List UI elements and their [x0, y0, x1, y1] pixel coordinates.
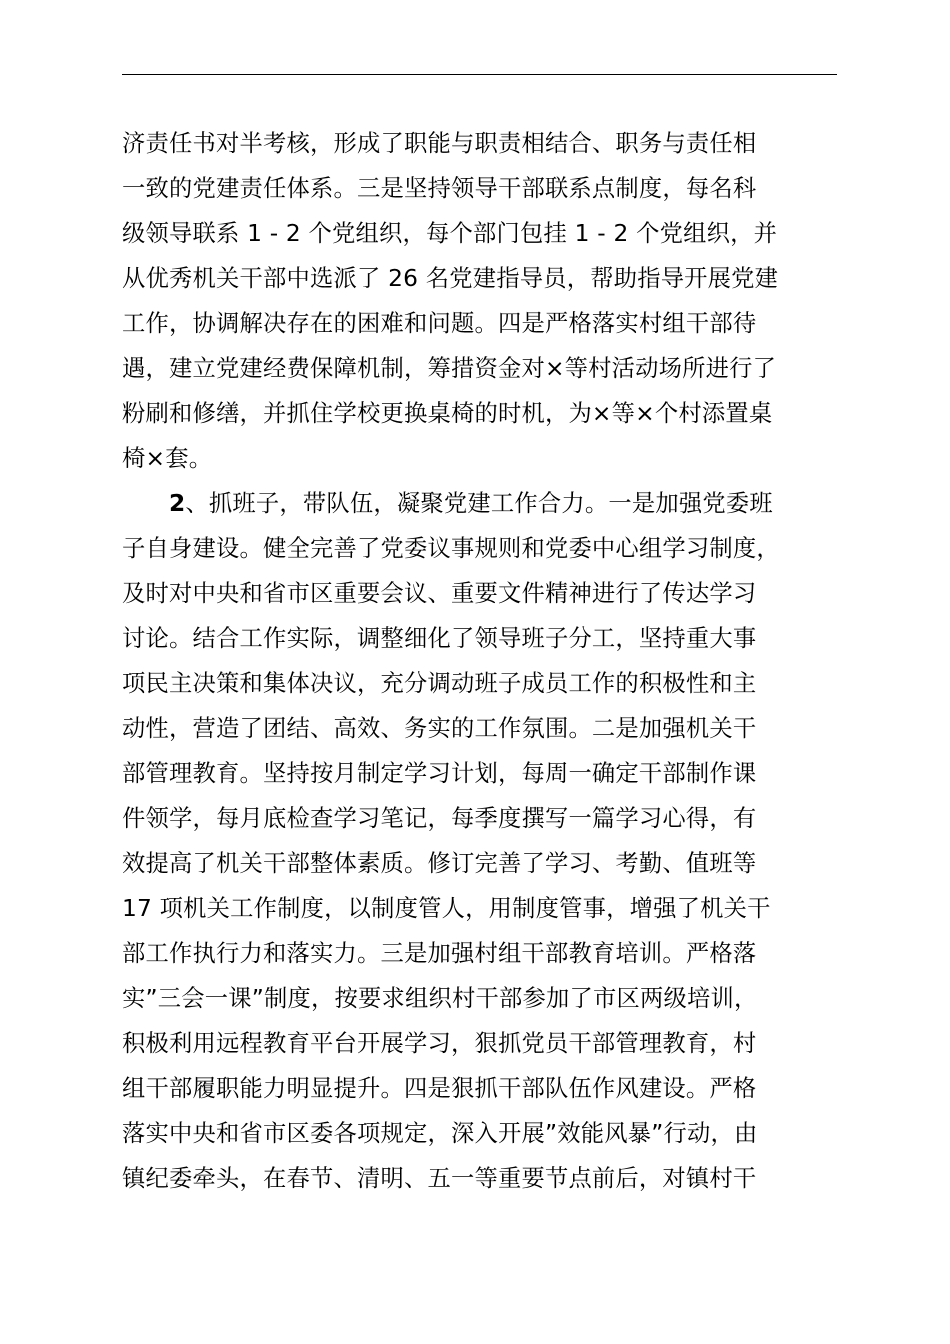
- text-line: 落实中央和省市区委各项规定，深入开展”效能风暴”行动，由: [122, 1120, 758, 1147]
- paragraph-2-heading-text: 、抓班子，带队伍，凝聚党建工作合力。一是加强党委班: [185, 490, 773, 517]
- text-line: 级领导联系 1 - 2 个党组织，每个部门包挂 1 - 2 个党组织，并: [122, 220, 778, 247]
- text-line: 镇纪委牵头，在春节、清明、五一等重要节点前后，对镇村干: [122, 1165, 757, 1192]
- section-number: 2: [169, 490, 186, 517]
- text-line: 积极利用远程教育平台开展学习，狠抓党员干部管理教育，村: [122, 1030, 757, 1057]
- text-line: 组干部履职能力明显提升。四是狠抓干部队伍作风建设。严格: [122, 1075, 757, 1102]
- text-line: 动性，营造了团结、高效、务实的工作氛围。二是加强机关干: [122, 715, 757, 742]
- document-body: [122, 121, 862, 1201]
- paragraph-2: [122, 481, 862, 1201]
- text-line: 实”三会一课”制度，按要求组织村干部参加了市区两级培训，: [122, 985, 758, 1012]
- text-line: 效提高了机关干部整体素质。修订完善了学习、考勤、值班等: [122, 850, 757, 877]
- header-rule: [122, 74, 837, 75]
- text-line: 粉刷和修缮，并抓住学校更换桌椅的时机，为×等×个村添置桌: [122, 400, 773, 427]
- text-line: 一致的党建责任体系。三是坚持领导干部联系点制度，每名科: [122, 175, 757, 202]
- text-line: 子自身建设。健全完善了党委议事规则和党委中心组学习制度，: [122, 535, 780, 562]
- text-line: 椅×套。: [122, 445, 213, 472]
- text-line: 济责任书对半考核，形成了职能与职责相结合、职务与责任相: [122, 130, 757, 157]
- text-line: 17 项机关工作制度，以制度管人，用制度管事，增强了机关干: [122, 895, 771, 922]
- text-line: 遇，建立党建经费保障机制，筹措资金对×等村活动场所进行了: [122, 355, 777, 382]
- text-line: 从优秀机关干部中选派了 26 名党建指导员，帮助指导开展党建: [122, 265, 779, 292]
- text-line: 部工作执行力和落实力。三是加强村组干部教育培训。严格落: [122, 940, 757, 967]
- text-line: 及时对中央和省市区重要会议、重要文件精神进行了传达学习: [122, 580, 757, 607]
- text-line: 讨论。结合工作实际，调整细化了领导班子分工，坚持重大事: [122, 625, 757, 652]
- text-line: 项民主决策和集体决议，充分调动班子成员工作的积极性和主: [122, 670, 757, 697]
- paragraph-1: [122, 121, 862, 481]
- text-line: 工作，协调解决存在的困难和问题。四是严格落实村组干部待: [122, 310, 757, 337]
- text-line: 部管理教育。坚持按月制定学习计划，每周一确定干部制作课: [122, 760, 757, 787]
- paragraph-2-first-line: [122, 481, 862, 526]
- text-line: 件领学，每月底检查学习笔记，每季度撰写一篇学习心得，有: [122, 805, 757, 832]
